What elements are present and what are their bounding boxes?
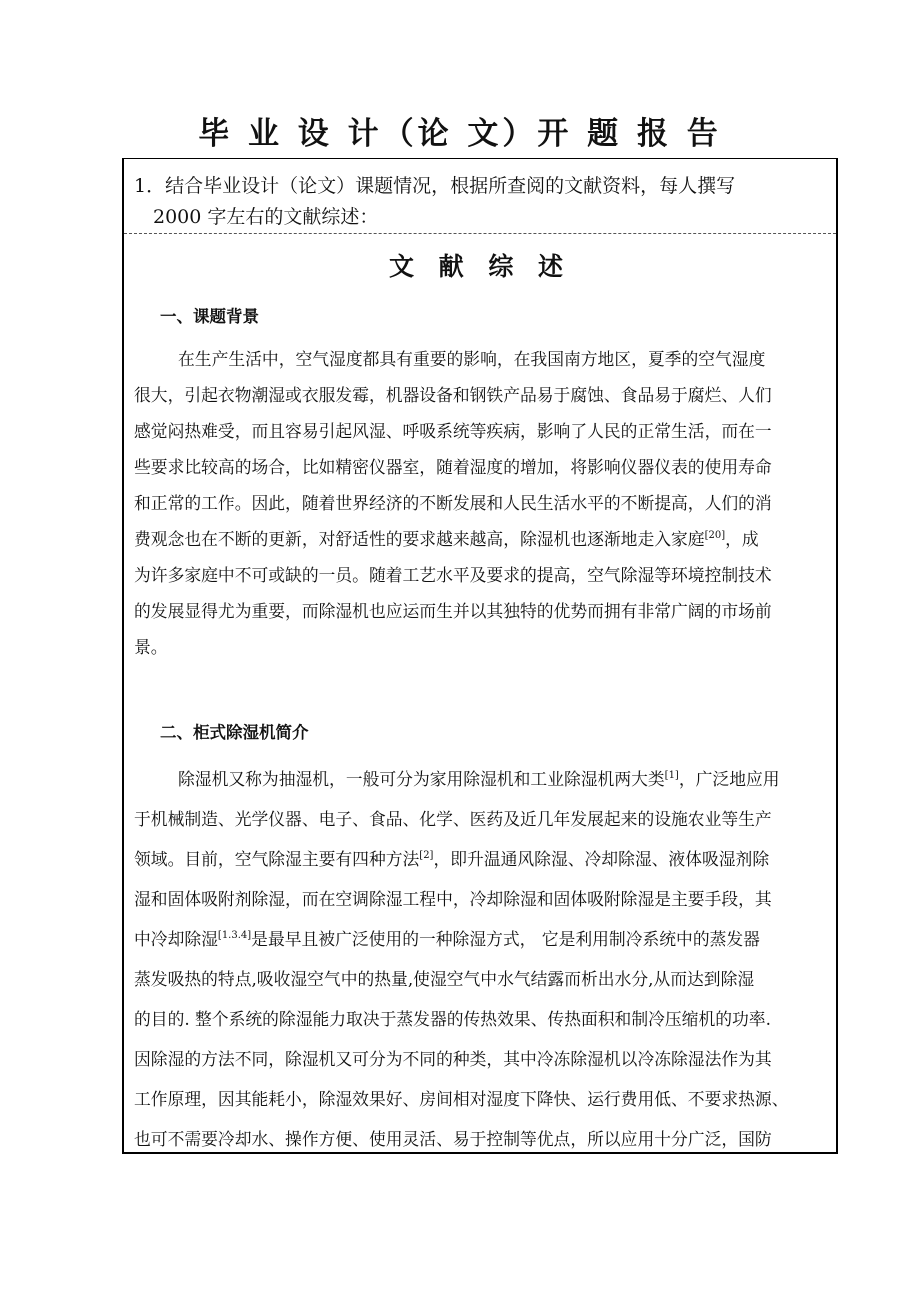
paragraph-line <box>134 839 830 879</box>
paragraph-line: 蒸发吸热的特点,吸收湿空气中的热量,使湿空气中水气结露而析出水分,从而达到除湿 <box>134 969 755 989</box>
text-run: 中冷却除湿 <box>134 929 218 949</box>
paragraph-line <box>134 919 830 959</box>
paragraph-line <box>134 759 830 799</box>
text-run: 除湿机又称为抽湿机，一般可分为家用除湿机和工业除湿机两大类 <box>178 769 665 789</box>
text-run: ，即升温通风除湿、冷却除湿、液体吸湿剂除 <box>433 849 770 869</box>
citation-ref: [20] <box>704 530 726 541</box>
paragraph-line: 在生产生活中，空气湿度都具有重要的影响，在我国南方地区，夏季的空气湿度 <box>178 349 766 369</box>
section-2-paragraph <box>134 759 830 1159</box>
paragraph-line: 感觉闷热难受，而且容易引起风湿、呼吸系统等疾病，影响了人民的正常生活，而在一 <box>134 421 772 441</box>
text-run: 是最早且被广泛使用的一种除湿方式， 它是利用制冷系统中的蒸发器 <box>251 929 760 949</box>
paragraph-line: 很大，引起衣物潮湿或衣服发霉，机器设备和钢铁产品易于腐蚀、食品易于腐烂、人们 <box>134 385 772 405</box>
paragraph-line: 工作原理，因其能耗小，除湿效果好、房间相对湿度下降快、运行费用低、不要求热源、 <box>134 1089 789 1109</box>
paragraph-line: 也可不需要冷却水、操作方便、使用灵活、易于控制等优点，所以应用十分广泛，国防 <box>134 1129 772 1149</box>
dashed-divider <box>124 233 836 234</box>
instruction-line-2: 2000 字左右的文献综述： <box>153 206 379 228</box>
document-title: 毕 业 设 计（论 文）开 题 报 告 <box>198 116 722 152</box>
instruction-line-1: 1．结合毕业设计（论文）课题情况，根据所查阅的文献资料，每人撰写 <box>134 175 736 197</box>
section-1-paragraph <box>134 341 830 665</box>
section-2-heading: 二、柜式除湿机简介 <box>160 723 309 742</box>
report-frame <box>122 158 838 1154</box>
text-run: ，成 <box>725 529 759 549</box>
paragraph-line: 湿和固体吸附剂除湿，而在空调除湿工程中，冷却除湿和固体吸附除湿是主要手段，其 <box>134 889 772 909</box>
paragraph-line: 些要求比较高的场合，比如精密仪器室，随着湿度的增加，将影响仪器仪表的使用寿命 <box>134 457 772 477</box>
literature-review-title: 文 献 综 述 <box>388 252 572 281</box>
paragraph-line: 的发展显得尤为重要，而除湿机也应运而生并以其独特的优势而拥有非常广阔的市场前 <box>134 601 772 621</box>
text-run: ，广泛地应用 <box>678 769 780 789</box>
text-run: 领域。目前，空气除湿主要有四种方法 <box>134 849 420 869</box>
section-1-heading: 一、课题背景 <box>160 307 259 326</box>
paragraph-line: 于机械制造、光学仪器、电子、食品、化学、医药及近几年发展起来的设施农业等生产 <box>134 809 772 829</box>
text-run: 费观念也在不断的更新，对舒适性的要求越来越高，除湿机也逐渐地走入家庭 <box>134 529 705 549</box>
citation-ref: [2] <box>419 850 434 861</box>
paragraph-line: 为许多家庭中不可或缺的一员。随着工艺水平及要求的提高，空气除湿等环境控制技术 <box>134 565 772 585</box>
paragraph-line: 景。 <box>134 637 168 657</box>
instruction-text <box>134 171 824 233</box>
paragraph-line <box>134 521 830 557</box>
paragraph-line: 的目的. 整个系统的除湿能力取决于蒸发器的传热效果、传热面积和制冷压缩机的功率. <box>134 1009 771 1029</box>
paragraph-line: 因除湿的方法不同，除湿机又可分为不同的种类，其中冷冻除湿机以冷冻除湿法作为其 <box>134 1049 772 1069</box>
citation-ref: [1.3.4] <box>217 930 252 941</box>
citation-ref: [1] <box>664 770 679 781</box>
paragraph-line: 和正常的工作。因此，随着世界经济的不断发展和人民生活水平的不断提高，人们的消 <box>134 493 772 513</box>
